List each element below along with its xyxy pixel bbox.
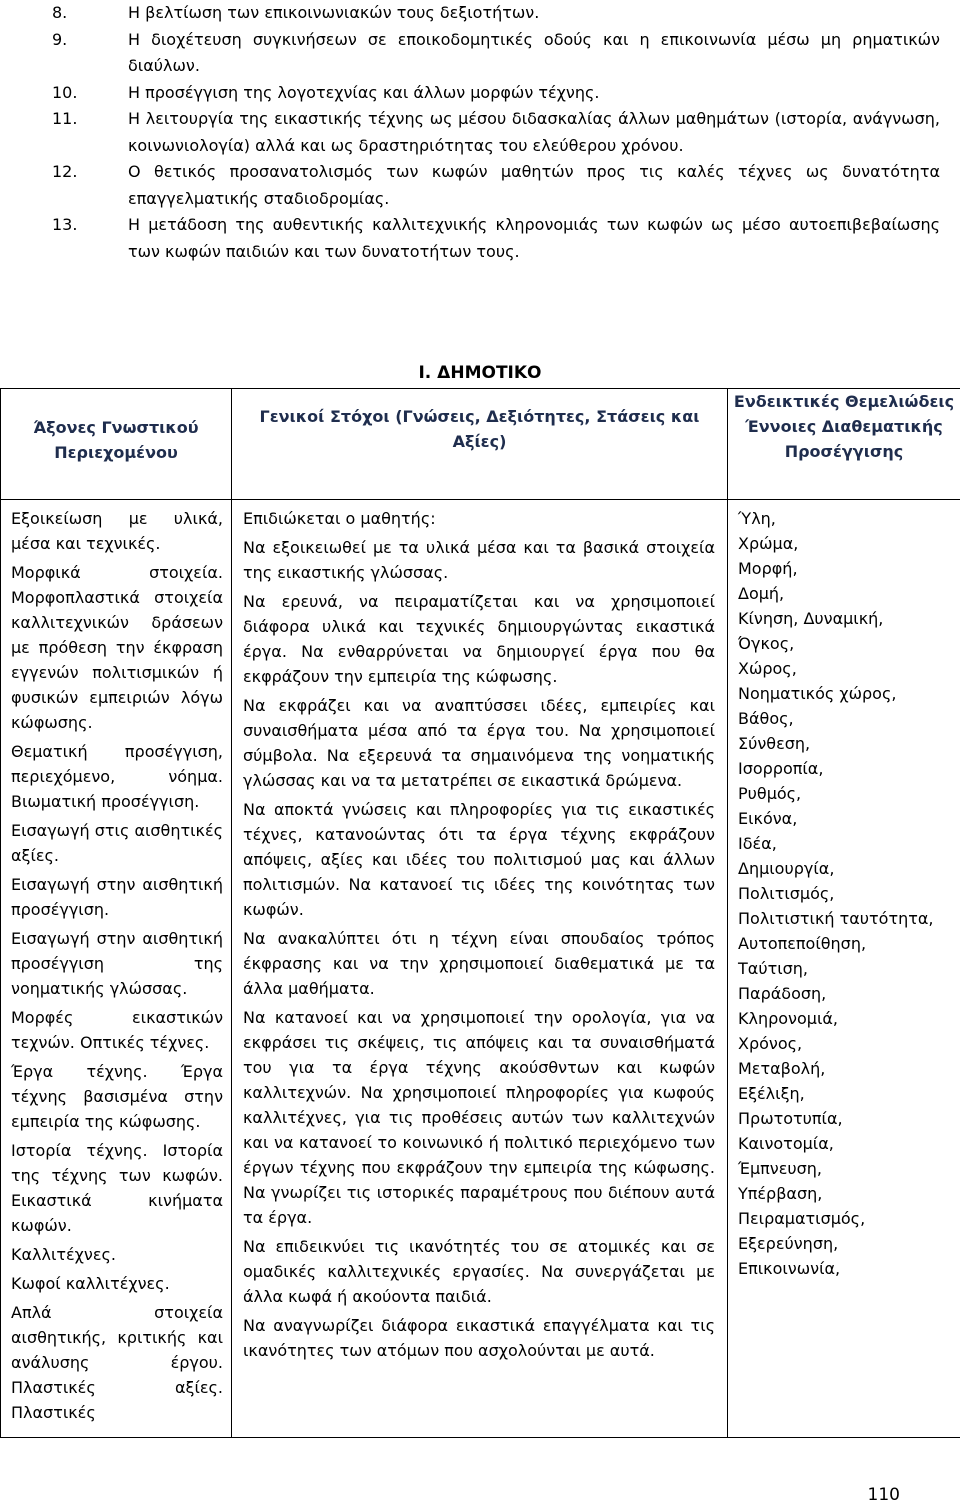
header-content-axes: Άξονες Γνωστικού Περιεχομένου [1, 389, 232, 500]
concept-item: Χρόνος, [738, 1034, 803, 1053]
cell-paragraph: Εισαγωγή στις αισθητικές αξίες. [11, 821, 223, 865]
concept-item: Πειραματισμός, [738, 1209, 866, 1228]
cell-paragraph: Μορφικά στοιχεία. Μορφοπλαστικά στοιχεία καλλιτεχνικών δράσεων με πρόθεση την έκφραση εγγενών πολιτισμικών ή φυσικών εμπειριών λόγω κώφωσης. [11, 563, 223, 732]
list-item-text: Η λειτουργία της εικαστικής τέχνης ως μέσου διδασκαλίας άλλων μαθημάτων (ιστορία, ανάγνωση, κοινωνιολογία) αλλά και ως δραστηριότητας του ελεύθερου χρόνου. [128, 109, 940, 155]
cell-paragraph: Έργα τέχνης. Έργα τέχνης βασισμένα στην εμπειρία της κώφωσης. [11, 1062, 223, 1131]
concept-item: Σύνθεση, [738, 734, 811, 753]
cell-paragraph: Επιδιώκεται ο μαθητής: [243, 509, 436, 528]
concept-item: Καινοτομία, [738, 1134, 834, 1153]
cell-paragraph: Να αποκτά γνώσεις και πληροφορίες για τις εικαστικές τέχνες, κατανοώντας ότι τα έργα τέχνης εκφράζουν απόψεις, αξίες και ιδέες του πολιτισμού μας και άλλων πολιτισμών. Να κατανοεί τις ιδέες της κοινότητας των κωφών. [243, 800, 715, 919]
list-item-text: Η διοχέτευση συγκινήσεων σε εποικοδομητικές οδούς και η επικοινωνία μέσω μη ρηματικών διαύλων. [128, 29, 940, 75]
concept-item: Δημιουργία, [738, 859, 835, 878]
cell-paragraph: Να αναγνωρίζει διάφορα εικαστικά επαγγέλματα και τις ικανότητες των ατόμων που ασχολούνται με αυτά. [243, 1316, 715, 1360]
list-item-number: 8. [52, 3, 68, 22]
cell-paragraph: Ιστορία τέχνης. Ιστορία της τέχνης των κωφών. Εικαστικά κινήματα κωφών. [11, 1141, 223, 1235]
concept-item: Ρυθμός, [738, 784, 802, 803]
general-goals-cell [232, 500, 728, 1438]
list-item-text: Η βελτίωση των επικοινωνιακών τους δεξιοτήτων. [128, 3, 540, 22]
list-item [52, 27, 940, 80]
concept-item: Ισορροπία, [738, 759, 824, 778]
concept-item: Κληρονομιά, [738, 1009, 838, 1028]
cell-paragraph: Μορφές εικαστικών τεχνών. Οπτικές τέχνες. [11, 1008, 223, 1052]
concept-item: Εικόνα, [738, 809, 798, 828]
cell-paragraph: Κωφοί καλλιτέχνες. [11, 1274, 170, 1293]
cell-paragraph: Να επιδεικνύει τις ικανότητές του σε ατομικές και σε ομαδικές καλλιτεχνικές εργασίες. Να συνεργάζεται με άλλα κωφά ή ακούοντα παιδιά. [243, 1237, 715, 1306]
key-concepts-cell [728, 500, 960, 1438]
list-item [52, 80, 940, 107]
concept-item: Πρωτοτυπία, [738, 1109, 843, 1128]
header-key-concepts: Ενδεικτικές Θεμελιώδεις Έννοιες Διαθεματικής Προσέγγισης [728, 389, 960, 500]
concept-item: Κίνηση, Δυναμική, [738, 609, 884, 628]
list-item-text: Ο θετικός προσανατολισμός των κωφών μαθητών προς τις καλές τέχνες ως δυνατότητα επαγγελματικής σταδιοδρομίας. [128, 162, 940, 208]
cell-paragraph: Να ερευνά, να πειραματίζεται και να χρησιμοποιεί διάφορα υλικά και τεχνικές δημιουργώντας εικαστικά έργα. Να ενθαρρύνεται να δημιουργεί έργα που θα εκφράζουν την εμπειρία της κώφωσης. [243, 592, 715, 686]
section-title: Ι. ΔΗΜΟΤΙΚΟ [418, 363, 542, 383]
objectives-list [52, 0, 940, 265]
cell-paragraph: Θεματική προσέγγιση, περιεχόμενο, νόημα. Βιωματική προσέγγιση. [11, 742, 223, 811]
page-number: 110 [867, 1485, 900, 1505]
concept-item: Παράδοση, [738, 984, 827, 1003]
cell-paragraph: Να κατανοεί και να χρησιμοποιεί την ορολογία, για να εκφράσει τις σκέψεις, τις απόψεις και τα συναισθήματά του για τα έργα τέχνης ακούσθντων και κωφών καλλιτεχνών. Να χρησιμοποιεί πληροφορίες για κωφούς καλλιτέχνες, για τις προθέσεις αυτών των καλλιτεχνών και να κατανοεί το κοινωνικό ή πολιτικό περιεχόμενο των έργων τέχνης που εκφράζουν την εμπειρία της κώφωσης. Να γνωρίζει τις ιστορικές παραμέτρους που διέπουν αυτά τα έργα. [243, 1008, 715, 1227]
cell-paragraph: Εισαγωγή στην αισθητική προσέγγιση. [11, 875, 223, 919]
concept-item: Πολιτιστική ταυτότητα, [738, 909, 934, 928]
concept-item: Ταύτιση, [738, 959, 808, 978]
list-item-number: 11. [52, 109, 78, 128]
concept-item: Μεταβολή, [738, 1059, 826, 1078]
concept-item: Ύλη, [738, 509, 776, 528]
concept-item: Αυτοπεποίθηση, [738, 934, 867, 953]
list-item [52, 159, 940, 212]
concept-item: Ιδέα, [738, 834, 777, 853]
cell-paragraph: Να εκφράζει και να αναπτύσσει ιδέες, εμπειρίες και συναισθήματα μέσα από τα έργα του. Να χρησιμοποιεί σύμβολα. Να εξερευνά τα σημαινόμενα της νοηματικής γλώσσας και να τα μετατρέπει σε εικαστικά δρώμενα. [243, 696, 715, 790]
table-header-row [1, 389, 960, 500]
concept-item: Υπέρβαση, [738, 1184, 823, 1203]
list-item-text: Η μετάδοση της αυθεντικής καλλιτεχνικής κληρονομιάς των κωφών ως μέσο αυτοεπιβεβαίωσης των κωφών παιδιών και των δυνατοτήτων τους. [128, 215, 940, 261]
curriculum-table [0, 388, 960, 1438]
list-item [52, 0, 940, 27]
cell-paragraph: Εξοικείωση με υλικά, μέσα και τεχνικές. [11, 509, 223, 553]
cell-paragraph: Να ανακαλύπτει ότι η τέχνη είναι σπουδαίος τρόπος έκφρασης και να την χρησιμοποιεί διαθεματικά με τα άλλα μαθήματα. [243, 929, 715, 998]
cell-paragraph: Καλλιτέχνες. [11, 1245, 116, 1264]
concept-item: Βάθος, [738, 709, 794, 728]
cell-paragraph: Να εξοικειωθεί με τα υλικά μέσα και τα βασικά στοιχεία της εικαστικής γλώσσας. [243, 538, 715, 582]
list-item-number: 13. [52, 215, 78, 234]
list-item-text: Η προσέγγιση της λογοτεχνίας και άλλων μορφών τέχνης. [128, 82, 600, 102]
list-item-number: 9. [52, 29, 68, 49]
concept-item: Πολιτισμός, [738, 884, 835, 903]
concept-item: Χώρος, [738, 659, 797, 678]
concept-item: Επικοινωνία, [738, 1259, 841, 1278]
concept-item: Έμπνευση, [738, 1159, 822, 1178]
cell-paragraph: Απλά στοιχεία αισθητικής, κριτικής και ανάλυσης έργου. Πλαστικές αξίες. Πλαστικές [11, 1303, 223, 1422]
list-item-number: 10. [52, 82, 78, 102]
concept-item: Εξερεύνηση, [738, 1234, 839, 1253]
table-row [1, 500, 960, 1438]
list-item [52, 106, 940, 159]
concept-item: Εξέλιξη, [738, 1084, 805, 1103]
concept-item: Χρώμα, [738, 534, 799, 553]
list-item-number: 12. [52, 162, 78, 181]
cell-paragraph: Εισαγωγή στην αισθητική προσέγγιση της νοηματικής γλώσσας. [11, 929, 223, 998]
concept-item: Μορφή, [738, 559, 798, 578]
concept-item: Όγκος, [738, 634, 795, 653]
header-general-goals: Γενικοί Στόχοι (Γνώσεις, Δεξιότητες, Στάσεις και Αξίες) [232, 389, 728, 500]
concept-item: Νοηματικός χώρος, [738, 684, 897, 703]
list-item [52, 212, 940, 265]
concept-item: Δομή, [738, 584, 785, 603]
content-axes-cell [1, 500, 232, 1438]
